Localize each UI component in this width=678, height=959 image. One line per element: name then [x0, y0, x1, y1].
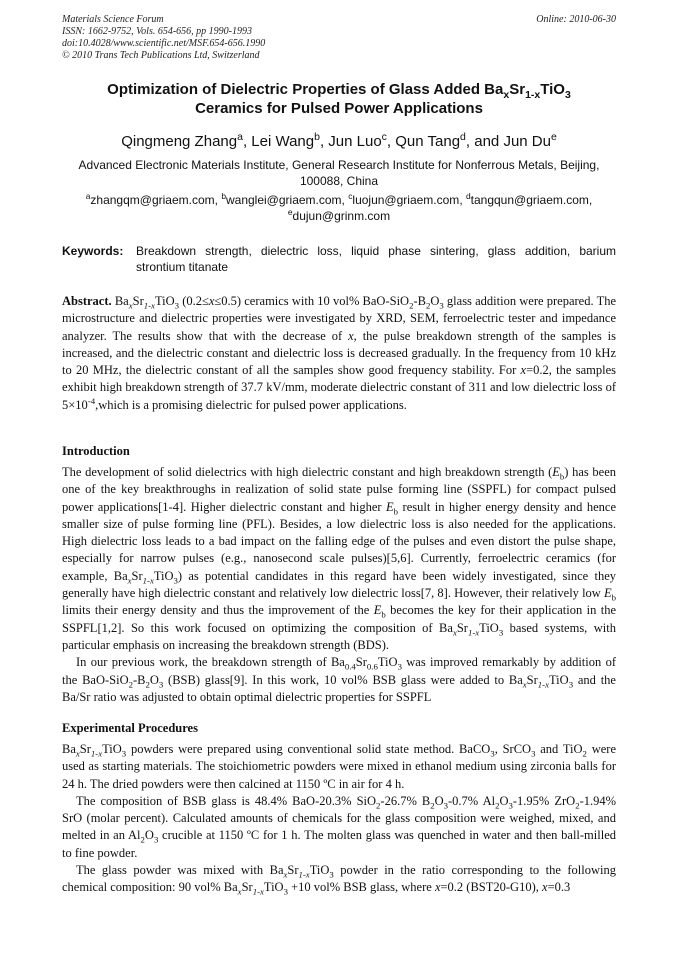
section-heading-experimental: Experimental Procedures [62, 721, 198, 735]
abstract: Abstract. $Ba_xSr_{1-x}TiO_3$ (0.2≤x≤0.5) ceramics with 10 vol% BaO-$SiO_2-B_2O_3$ glass addition were prepared. The microstructure and dielectric properties were investigated by XRD, SEM, ferroelectric tester and impedance analyzer. The results show that with the decrease of x, the pulse breakdown strength of the samples is increased, and the dielectric constant and dielectric loss is decreased gradually. In the frequency from 10 kHz to 20 MHz, the dielectric constant of all the samples show good frequency stability. For x=0.2, the samples exhibit high breakdown strength of 37.7 kV/mm, moderate dielectric constant of 311 and low dielectric loss of $5\times 10^{-4},which$ is a promising dielectric for pulsed power applications. [62, 294, 616, 412]
email-link[interactable]: wanglei@griaem.com [225, 193, 342, 207]
online-date: Online: 2010-06-30 [536, 14, 616, 25]
email-link[interactable]: dujun@grinm.com [292, 209, 391, 223]
abstract-label: Abstract. [62, 294, 112, 308]
author-list: Qingmeng Zhang$^a$, Lei Wang$^b$, Jun Luo$^c$, Qun Tang$^d$, and Jun Du$^e$ [121, 131, 557, 150]
author: Jun Luo [328, 133, 382, 150]
email-list: $^a$zhangqm@griaem.com, $^b$wanglei@griaem.com, $^c$luojun@griaem.com, $^d$tangqun@griaem.com, $^e$dujun@grinm.com [85, 191, 593, 223]
keywords-text: Breakdown strength, dielectric loss, liquid phase sintering, glass addition, barium strontium titanate [136, 244, 616, 274]
section-heading-introduction: Introduction [62, 444, 130, 458]
email-link[interactable]: zhangqm@griaem.com [90, 193, 215, 207]
author: Qun Tang [395, 133, 461, 150]
author: Jun Du [503, 133, 551, 150]
email-link[interactable]: luojun@griaem.com [352, 193, 460, 207]
issn-line: ISSN: 1662-9752, Vols. 654-656, pp 1990-1993 [62, 26, 252, 37]
email-link[interactable]: tangqun@griaem.com [470, 193, 589, 207]
introduction-text: The development of solid dielectrics with high dielectric constant and high breakdown strength $(E_b)$ has been one of the key breakthroughs in realization of solid state pulse forming line (SSPFL) for compact pulsed power applications[1-4]. Higher dielectric constant and higher $E_b$ result in higher energy density and hence smaller size of pulse forming line (PFL). Besides, a low dielectric loss is also needed for the applications. High dielectric loss leads to a bad impact on the falling edge of the pulses and even distort the pulse shape, especially for narrow pulses (e.g., nanosecond scale pulses)[5,6]. Currently, ferroelectric ceramics (for example, $Ba_xSr_{1-x}TiO_3$) as potential candidates in this regard have been widely investigated, since they generally have high dielectric constant and relatively low dielectric loss[7, 8]. However, their relatively low $E_b$ limits their energy density and thus the improvement of the $E_b$ becomes the key for their application in the SSPFL[1,2]. So this work focused on optimizing the composition of $Ba_xSr_{1-x}TiO_3$ based systems, with particular emphasis on increasing the breakdown strength (BDS). In our previous work, the breakdown strength of $Ba_{0.4}Sr_{0.6}TiO_3$ was improved remarkably by addition of the BaO-$SiO_2-B_2O_3$ (BSB) glass[9]. In this work, 10 vol% BSB glass were added to $Ba_xSr_{1-x}TiO_3$ and the Ba/Sr ratio was adjusted to obtain optimal dielectric properties for SSPFL [62, 465, 617, 704]
author: Lei Wang [251, 133, 315, 150]
keywords [62, 243, 616, 275]
keywords-label: Keywords: [62, 244, 124, 258]
author: Qingmeng Zhang [121, 133, 238, 150]
doi-link[interactable]: doi:10.4028/www.scientific.net/MSF.654-656.1990 [62, 38, 266, 49]
copyright-line: © 2010 Trans Tech Publications Ltd, Switzerland [62, 50, 260, 61]
journal-name: Materials Science Forum [62, 14, 164, 25]
paper-title: Optimization of Dielectric Properties of Glass Added $Ba_xSr_{1-x}TiO_3$ Ceramics for Pulsed Power Applications [107, 81, 571, 117]
affiliation: Advanced Electronic Materials Institute, General Research Institute for Nonferrous Metals, Beijing, 100088, China [78, 158, 600, 188]
journal-header [62, 14, 265, 62]
experimental-text: $Ba_xSr_{1-x}TiO_3$ powders were prepared using conventional solid state method. BaCO$_3$, SrCO$_3$ and TiO$_2$ were used as starting materials. The stoichiometric powders were mixed in ethanol medium using zirconia balls for 24 h. The dried powders were then calcined at 1150 ºC in air for 4 h. The composition of BSB glass is 48.4% BaO-20.3% SiO$_2$-26.7% $B_2O_3-0.7\%$ $Al_2O_3-1.95\%$ ZrO$_2$-1.94% SrO (molar percent). Calculated amounts of chemicals for the glass composition were weighed, mixed, and melted in an $Al_2O_3$ crucible at 1150 ºC for 1 h. The molten glass was quenched in water and then ball-milled to fine powder. The glass powder was mixed with $Ba_xSr_{1-x}TiO_3$ powder in the ratio corresponding to the following chemical composition: 90 vol% $Ba_xSr_{1-x}TiO_3 +10$ vol% BSB glass, where x=0.2 (BST20-G10), x=0.3 [62, 742, 617, 897]
